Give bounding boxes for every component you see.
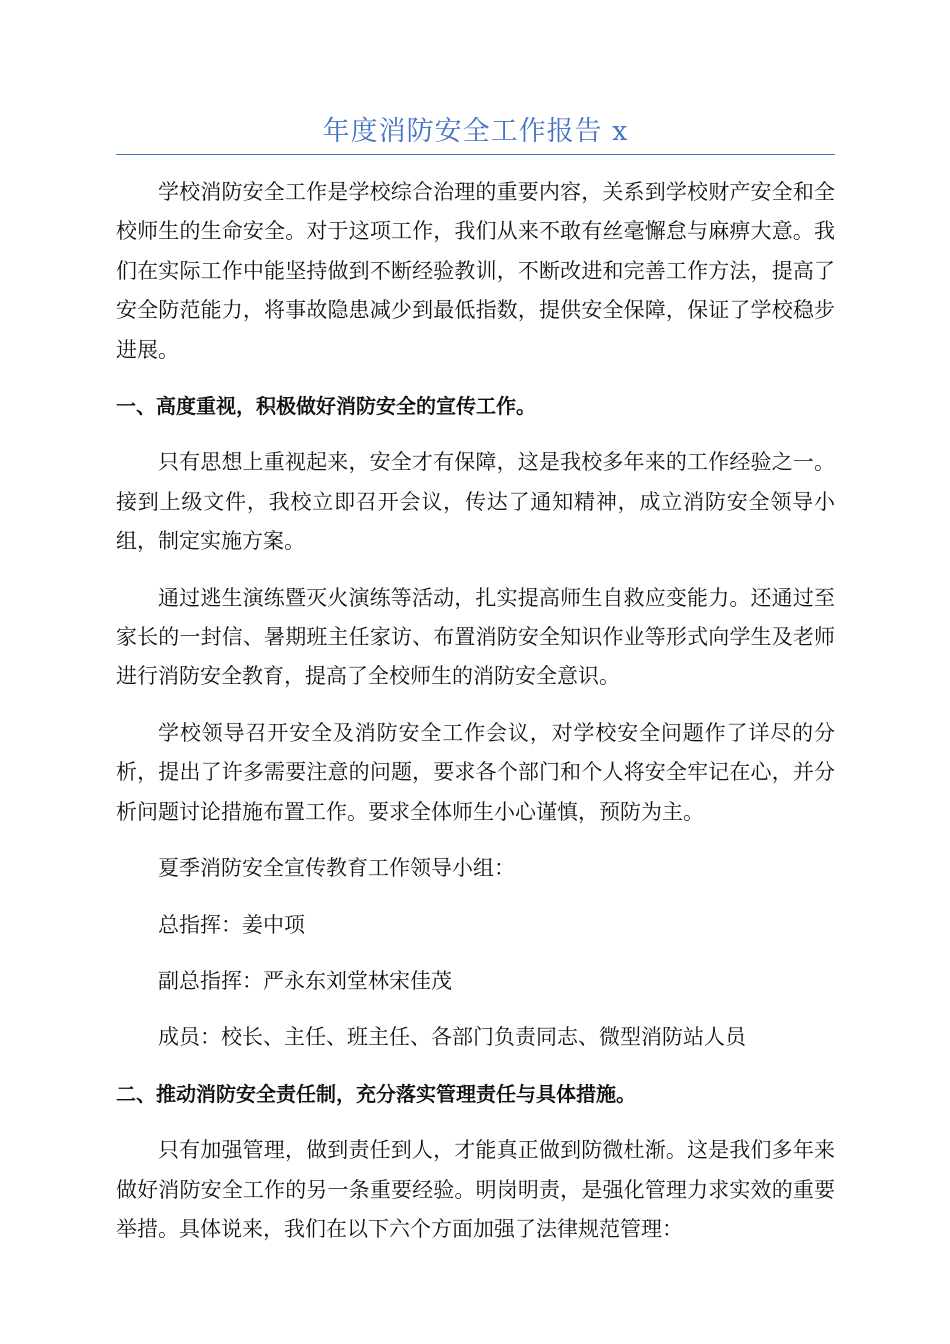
intro-paragraph: 学校消防安全工作是学校综合治理的重要内容，关系到学校财产安全和全校师生的生命安全。对于这项工作，我们从来不敢有丝毫懈怠与麻痹大意。我们在实际工作中能坚持做到不断经验教训，不断改进和完善工作方法，提高了安全防范能力，将事故隐患减少到最低指数，提供安全保障，保证了学校稳步进展。 xyxy=(116,180,835,362)
document-title: 年度消防安全工作报告 x xyxy=(322,116,629,147)
commander-line: 总指挥：姜中项 xyxy=(158,912,305,937)
section-heading-1: 一、高度重视，积极做好消防安全的宣传工作。 xyxy=(116,394,536,419)
body-paragraph: 通过逃生演练暨灭火演练等活动，扎实提高师生自救应变能力。还通过至家长的一封信、暑期班主任家访、布置消防安全知识作业等形式向学生及老师进行消防安全教育，提高了全校师生的消防安全意识。 xyxy=(116,585,835,689)
deputy-commander-line: 副总指挥：严永东刘堂林宋佳茂 xyxy=(158,968,452,993)
section-heading-2: 二、推动消防安全责任制，充分落实管理责任与具体措施。 xyxy=(116,1081,636,1106)
members-line: 成员：校长、主任、班主任、各部门负责同志、微型消防站人员 xyxy=(158,1025,746,1050)
body-paragraph: 学校领导召开安全及消防安全工作会议，对学校安全问题作了详尽的分析，提出了许多需要注意的问题，要求各个部门和个人将安全牢记在心，并分析问题讨论措施布置工作。要求全体师生小心谨慎，预防为主。 xyxy=(116,720,835,824)
group-intro-line: 夏季消防安全宣传教育工作领导小组： xyxy=(158,856,515,881)
title-underline xyxy=(116,154,835,155)
body-paragraph: 只有加强管理，做到责任到人，才能真正做到防微杜渐。这是我们多年来做好消防安全工作的另一条重要经验。明岗明责，是强化管理力求实效的重要举措。具体说来，我们在以下六个方面加强了法律规范管理： xyxy=(116,1138,835,1241)
body-paragraph: 只有思想上重视起来，安全才有保障，这是我校多年来的工作经验之一。接到上级文件，我校立即召开会议，传达了通知精神，成立消防安全领导小组，制定实施方案。 xyxy=(116,450,835,554)
document-body xyxy=(116,173,835,1249)
